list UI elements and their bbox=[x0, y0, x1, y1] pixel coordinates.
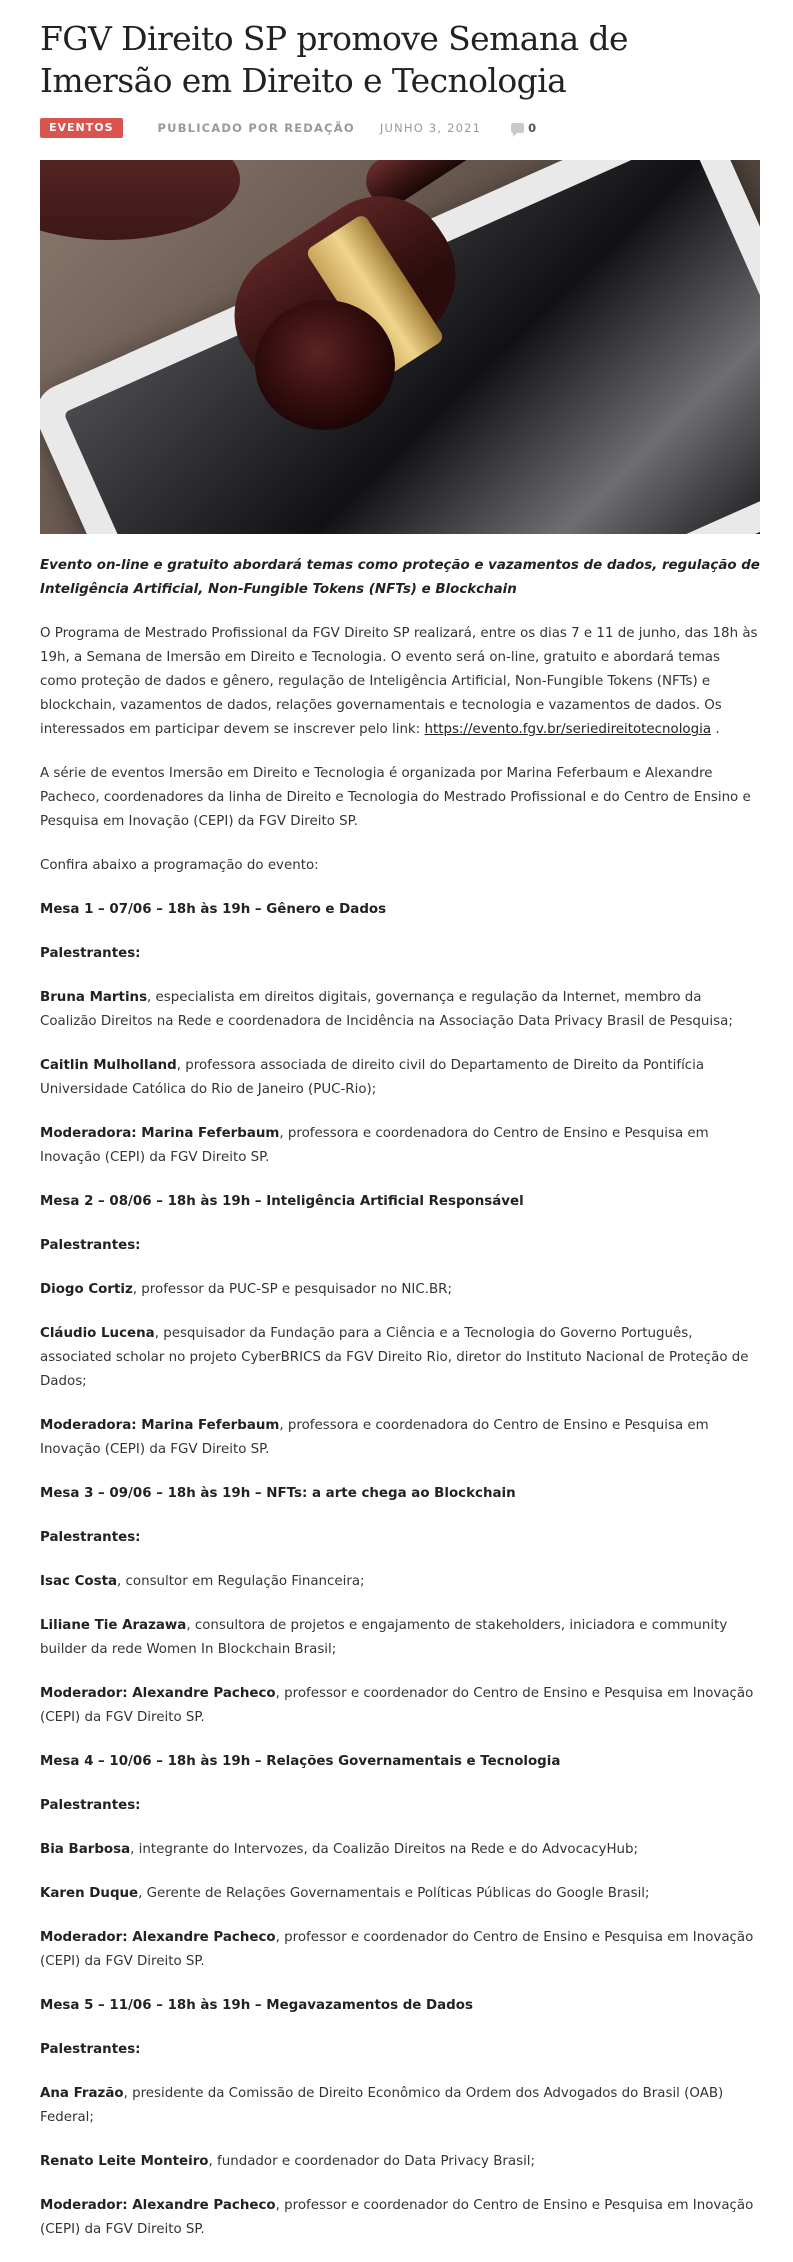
speakers-label: Palestrantes: bbox=[40, 2042, 141, 2057]
speaker-item bbox=[40, 1054, 760, 1102]
article-body bbox=[40, 554, 760, 2242]
speaker-item bbox=[40, 1278, 760, 1302]
article-lead: Evento on-line e gratuito abordará temas como proteção e vazamentos de dados, regulação de Inteligência Artificial, Non-Fungible Tokens (NFTs) e Blockchain bbox=[40, 558, 760, 597]
moderator-item bbox=[40, 1682, 760, 1730]
panel-title: Mesa 3 – 09/06 – 18h às 19h – NFTs: a arte chega ao Blockchain bbox=[40, 1486, 516, 1501]
speaker-item bbox=[40, 2082, 760, 2130]
speaker-desc: , pesquisador da Fundação para a Ciência e a Tecnologia do Governo Português, associated scholar no projeto CyberBRICS da FGV Direito Rio, diretor do Instituto Nacional de Proteção de Dados; bbox=[40, 1326, 749, 1389]
comments-link[interactable] bbox=[511, 121, 537, 135]
speaker-item bbox=[40, 1322, 760, 1394]
speaker-name: Bruna Martins bbox=[40, 990, 148, 1005]
speakers-label: Palestrantes: bbox=[40, 946, 141, 961]
article-meta bbox=[40, 118, 760, 138]
article-title: FGV Direito SP promove Semana de Imersão em Direito e Tecnologia bbox=[40, 19, 628, 100]
speaker-item bbox=[40, 2150, 760, 2174]
speaker-name: Diogo Cortiz bbox=[40, 1282, 133, 1297]
speaker-desc: , integrante do Intervozes, da Coalizão Direitos na Rede e do AdvocacyHub; bbox=[130, 1842, 639, 1857]
speaker-name: Bia Barbosa bbox=[40, 1842, 131, 1857]
comments-count: 0 bbox=[528, 121, 538, 135]
speaker-item bbox=[40, 1570, 760, 1594]
speaker-desc: , consultor em Regulação Financeira; bbox=[117, 1574, 365, 1589]
panel-1 bbox=[40, 898, 760, 1170]
moderator-desc: , professor e coordenador do Centro de Ensino e Pesquisa em Inovação (CEPI) da FGV Direito SP. bbox=[40, 2198, 754, 2237]
speaker-item bbox=[40, 1838, 760, 1862]
moderator-item bbox=[40, 1122, 760, 1170]
moderator-desc: , professora e coordenadora do Centro de Ensino e Pesquisa em Inovação (CEPI) da FGV Direito SP. bbox=[40, 1418, 709, 1457]
speaker-name: Isac Costa bbox=[40, 1574, 118, 1589]
gavel-face-shape bbox=[255, 300, 395, 430]
comment-icon bbox=[511, 123, 524, 133]
speaker-name: Ana Frazão bbox=[40, 2086, 124, 2101]
speakers-label: Palestrantes: bbox=[40, 1530, 141, 1545]
moderator-item bbox=[40, 2194, 760, 2242]
speaker-desc: , fundador e coordenador do Data Privacy Brasil; bbox=[208, 2154, 536, 2169]
moderator-name: Moderadora: Marina Feferbaum bbox=[40, 1126, 280, 1141]
panel-title: Mesa 2 – 08/06 – 18h às 19h – Inteligência Artificial Responsável bbox=[40, 1194, 524, 1209]
panel-title: Mesa 1 – 07/06 – 18h às 19h – Gênero e Dados bbox=[40, 902, 387, 917]
moderator-desc: , professor e coordenador do Centro de Ensino e Pesquisa em Inovação (CEPI) da FGV Direito SP. bbox=[40, 1930, 754, 1969]
panel-title: Mesa 5 – 11/06 – 18h às 19h – Megavazamentos de Dados bbox=[40, 1998, 473, 2013]
panel-5 bbox=[40, 1994, 760, 2242]
featured-image bbox=[40, 160, 760, 534]
panel-4 bbox=[40, 1750, 760, 1974]
speakers-label: Palestrantes: bbox=[40, 1798, 141, 1813]
speakers-label: Palestrantes: bbox=[40, 1238, 141, 1253]
organizers-paragraph: A série de eventos Imersão em Direito e Tecnologia é organizada por Marina Feferbaum e Alexandre Pacheco, coordenadores da linha de Direito e Tecnologia do Mestrado Profissional e do Centro de Ensino e Pesquisa em Inovação (CEPI) da FGV Direito SP. bbox=[40, 766, 751, 829]
speaker-name: Renato Leite Monteiro bbox=[40, 2154, 209, 2169]
panels-list bbox=[40, 898, 760, 2242]
panel-title: Mesa 4 – 10/06 – 18h às 19h – Relações Governamentais e Tecnologia bbox=[40, 1754, 561, 1769]
moderator-desc: , professor e coordenador do Centro de Ensino e Pesquisa em Inovação (CEPI) da FGV Direito SP. bbox=[40, 1686, 754, 1725]
panel-3 bbox=[40, 1482, 760, 1730]
moderator-name: Moderador: Alexandre Pacheco bbox=[40, 2198, 276, 2213]
sound-block-shape bbox=[40, 160, 240, 240]
speaker-desc: , Gerente de Relações Governamentais e Políticas Públicas do Google Brasil; bbox=[138, 1886, 650, 1901]
moderator-desc: , professora e coordenadora do Centro de Ensino e Pesquisa em Inovação (CEPI) da FGV Direito SP. bbox=[40, 1126, 709, 1165]
intro-paragraph: O Programa de Mestrado Profissional da FGV Direito SP realizará, entre os dias 7 e 11 de junho, das 18h às 19h, a Semana de Imersão em Direito e Tecnologia. O evento será on-line, gratuito e abordará temas como proteção de dados e gênero, regulação de Inteligência Artificial, Non-Fungible Tokens (NFTs) e blockchain, vazamentos de dados, relações governamentais e tecnologia e vazamentos de dados. Os interessados em participar devem se inscrever pelo link: https://evento.fgv.br/seriedireitotecnologia . bbox=[40, 626, 758, 737]
moderator-name: Moderador: Alexandre Pacheco bbox=[40, 1930, 276, 1945]
speaker-desc: , presidente da Comissão de Direito Econômico da Ordem dos Advogados do Brasil (OAB) Federal; bbox=[40, 2086, 724, 2125]
speaker-desc: , professora associada de direito civil do Departamento de Direito da Pontifícia Universidade Católica do Rio de Janeiro (PUC-Rio); bbox=[40, 1058, 705, 1097]
registration-link[interactable]: https://evento.fgv.br/seriedireitotecnologia bbox=[424, 722, 712, 737]
speaker-name: Caitlin Mulholland bbox=[40, 1058, 177, 1073]
speaker-name: Cláudio Lucena bbox=[40, 1326, 155, 1341]
speaker-item bbox=[40, 1882, 760, 1906]
speaker-name: Liliane Tie Arazawa bbox=[40, 1618, 187, 1633]
schedule-intro: Confira abaixo a programação do evento: bbox=[40, 858, 319, 873]
speaker-name: Karen Duque bbox=[40, 1886, 139, 1901]
category-badge[interactable]: EVENTOS bbox=[40, 118, 123, 138]
publish-date: JUNHO 3, 2021 bbox=[379, 121, 482, 135]
speaker-desc: , especialista em direitos digitais, governança e regulação da Internet, membro da Coalizão Direitos na Rede e coordenadora de Incidência na Associação Data Privacy Brasil de Pesquisa; bbox=[40, 990, 733, 1029]
author-byline[interactable]: PUBLICADO POR REDAÇÃO bbox=[157, 121, 355, 135]
speaker-desc: , professor da PUC-SP e pesquisador no NIC.BR; bbox=[132, 1282, 452, 1297]
article bbox=[40, 0, 760, 2262]
panel-2 bbox=[40, 1190, 760, 1462]
moderator-item bbox=[40, 1926, 760, 1974]
speaker-desc: , consultora de projetos e engajamento de stakeholders, iniciadora e community builder da rede Women In Blockchain Brasil; bbox=[40, 1618, 728, 1657]
moderator-name: Moderadora: Marina Feferbaum bbox=[40, 1418, 280, 1433]
speaker-item bbox=[40, 1614, 760, 1662]
moderator-item bbox=[40, 1414, 760, 1462]
speaker-item bbox=[40, 986, 760, 1034]
moderator-name: Moderador: Alexandre Pacheco bbox=[40, 1686, 276, 1701]
